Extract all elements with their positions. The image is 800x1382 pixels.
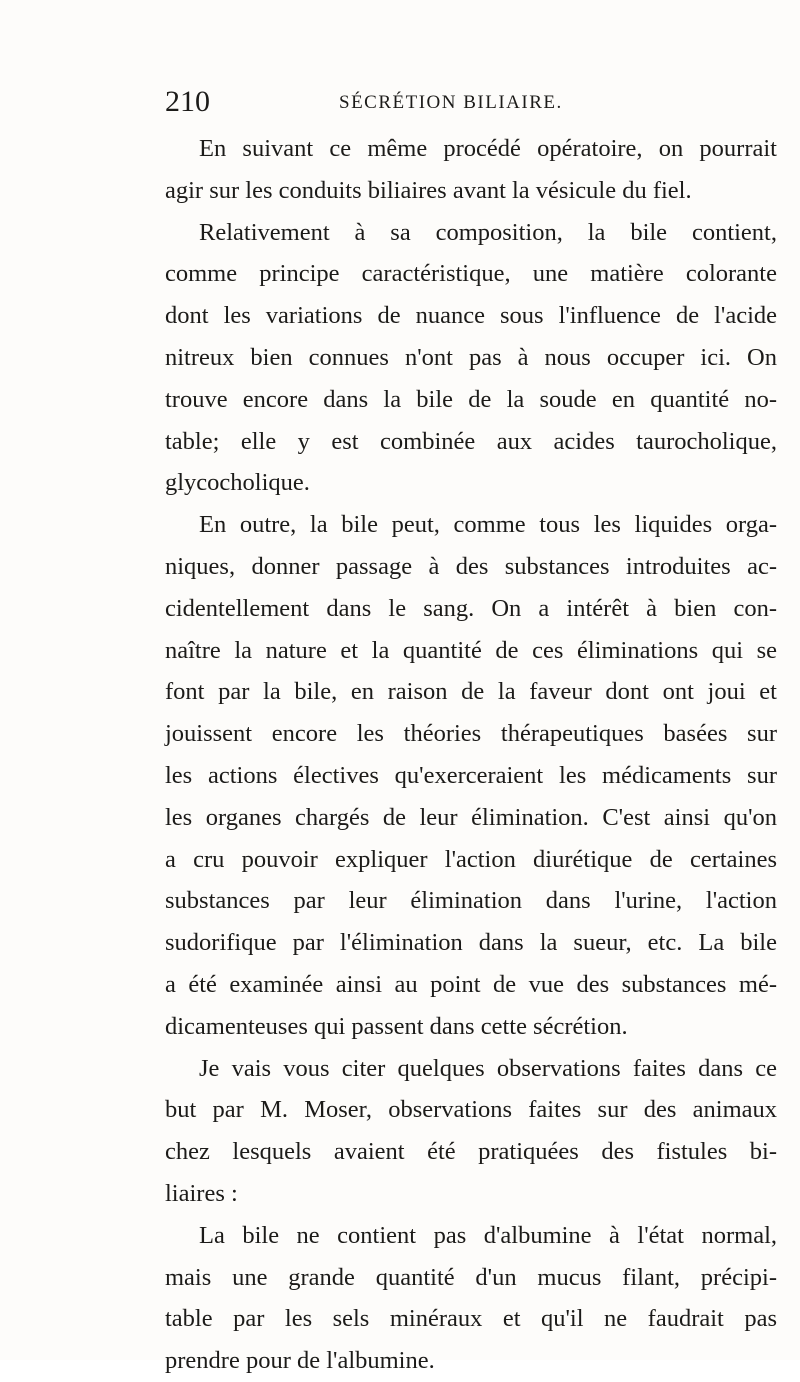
text-line: substances par leur élimination dans l'urine, l'action: [165, 887, 777, 915]
text-line: liaires :: [165, 1179, 238, 1207]
text-line: Relativement à sa composition, la bile contient,: [199, 218, 777, 246]
text-line: En outre, la bile peut, comme tous les liquides orga-: [199, 511, 777, 539]
text-line: La bile ne contient pas d'albumine à l'état normal,: [199, 1221, 777, 1249]
text-line: table par les sels minéraux et qu'il ne faudrait pas: [165, 1305, 777, 1333]
text-line: dont les variations de nuance sous l'influence de l'acide: [165, 302, 777, 330]
text-line: agir sur les conduits biliaires avant la vésicule du fiel.: [165, 176, 692, 204]
text-line: chez lesquels avaient été pratiquées des fistules bi-: [165, 1138, 777, 1166]
text-line: cidentellement dans le sang. On a intérêt à bien con-: [165, 594, 777, 622]
page-number: 210: [165, 85, 210, 118]
text-line: nitreux bien connues n'ont pas à nous occuper ici. On: [165, 343, 777, 371]
text-line: niques, donner passage à des substances introduites ac-: [165, 552, 777, 580]
text-line: glycocholique.: [165, 469, 310, 497]
text-line: a été examinée ainsi au point de vue des substances mé-: [165, 970, 777, 998]
text-line: trouve encore dans la bile de la soude en quantité no-: [165, 385, 777, 413]
text-line: les actions électives qu'exerceraient les médicaments sur: [165, 761, 777, 789]
running-title: SÉCRÉTION BILIAIRE.: [339, 92, 563, 113]
text-line: font par la bile, en raison de la faveur dont ont joui et: [165, 678, 777, 706]
text-line: dicamenteuses qui passent dans cette sécrétion.: [165, 1012, 628, 1040]
text-line: table; elle y est combinée aux acides taurocholique,: [165, 427, 777, 455]
text-line: prendre pour de l'albumine.: [165, 1347, 435, 1375]
running-head: [165, 82, 765, 122]
text-line: comme principe caractéristique, une matière colorante: [165, 260, 777, 288]
text-line: but par M. Moser, observations faites sur des animaux: [165, 1096, 777, 1124]
text-line: Je vais vous citer quelques observations faites dans ce: [199, 1054, 777, 1082]
text-line: les organes chargés de leur élimination. C'est ainsi qu'on: [165, 803, 777, 831]
text-line: mais une grande quantité d'un mucus filant, précipi-: [165, 1263, 777, 1291]
body-text: [165, 128, 777, 1382]
text-line: a cru pouvoir expliquer l'action diurétique de certaines: [165, 845, 777, 873]
text-line: jouissent encore les théories thérapeutiques basées sur: [165, 720, 777, 748]
text-line: naître la nature et la quantité de ces éliminations qui se: [165, 636, 777, 664]
text-line: En suivant ce même procédé opératoire, on pourrait: [199, 135, 777, 162]
text-line: sudorifique par l'élimination dans la sueur, etc. La bile: [165, 929, 777, 957]
